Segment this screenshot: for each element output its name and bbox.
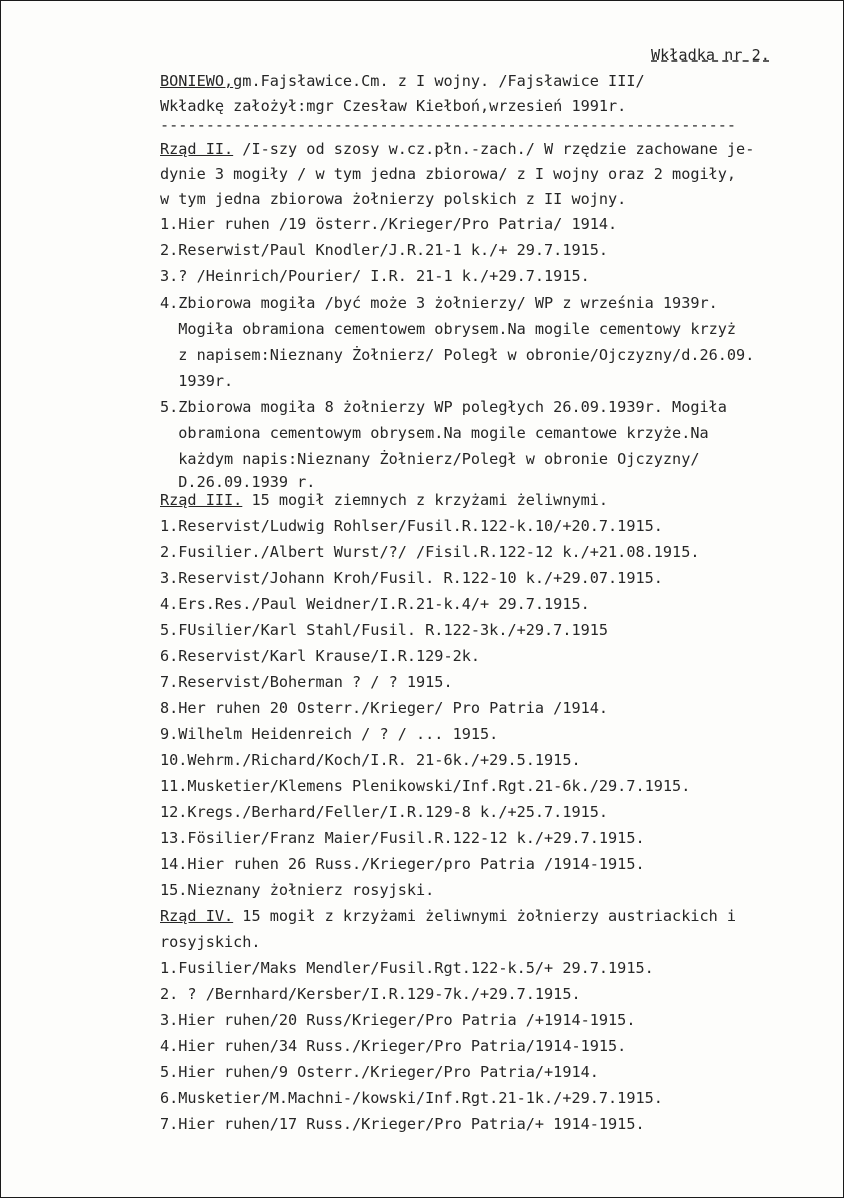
row2-intro-line3: w tym jedna zbiorowa żołnierzy polskich z II wojny.	[160, 190, 627, 208]
row3-entry: 9.Wilhelm Heidenreich / ? / ... 1915.	[160, 725, 499, 743]
place-details: gm.Fajsławice.Cm. z I wojny. /Fajsławice III/	[233, 72, 645, 90]
row3-intro: Rząd III. 15 mogił ziemnych z krzyżami żeliwnymi.	[160, 491, 609, 509]
row4-intro-line2: rosyjskich.	[160, 933, 261, 951]
row2-entry: 5.Zbiorowa mogiła 8 żołnierzy WP poległych 26.09.1939r. Mogiła	[160, 398, 727, 416]
row2-heading: Rząd II.	[160, 140, 234, 158]
row2-entry: 1.Hier ruhen /19 österr./Krieger/Pro Patria/ 1914.	[160, 215, 618, 233]
row3-entry: 11.Musketier/Klemens Plenikowski/Inf.Rgt.21-6k./29.7.1915.	[160, 777, 691, 795]
row3-entry: 12.Kregs./Berhard/Feller/I.R.129-8 k./+25.7.1915.	[160, 803, 609, 821]
row4-entry: 7.Hier ruhen/17 Russ./Krieger/Pro Patria/+ 1914-1915.	[160, 1115, 645, 1133]
row2-entry: 3.? /Heinrich/Pourier/ I.R. 21-1 k./+29.7.1915.	[160, 267, 590, 285]
separator-line: ---------------------------------------------------------------	[160, 116, 737, 134]
title-line	[160, 72, 645, 90]
place-name: BONIEWO,	[160, 72, 234, 90]
row2-intro-line2: dynie 3 mogiły / w tym jedna zbiorowa/ z I wojny oraz 2 mogiły,	[160, 165, 737, 183]
row3-entry: 13.Fösilier/Franz Maier/Fusil.R.122-12 k./+29.7.1915.	[160, 829, 645, 847]
row2-entry: D.26.09.1939 r.	[160, 473, 316, 491]
row3-entry: 3.Reservist/Johann Kroh/Fusil. R.122-10 k./+29.07.1915.	[160, 569, 663, 587]
row2-entry: Mogiła obramiona cementowem obrysem.Na mogile cementowy krzyż	[160, 320, 737, 338]
row2-entry: obramiona cementowym obrysem.Na mogile cemantowe krzyże.Na	[160, 424, 709, 442]
row2-entry: każdym napis:Nieznany Żołnierz/Poległ w obronie Ojczyzny/	[160, 450, 700, 468]
row3-entry: 15.Nieznany żołnierz rosyjski.	[160, 881, 435, 899]
row3-entry: 10.Wehrm./Richard/Koch/I.R. 21-6k./+29.5.1915.	[160, 751, 581, 769]
row4-entry: 3.Hier ruhen/20 Russ/Krieger/Pro Patria /+1914-1915.	[160, 1011, 636, 1029]
row3-entry: 1.Reservist/Ludwig Rohlser/Fusil.R.122-k.10/+20.7.1915.	[160, 517, 663, 535]
row2-entry: 4.Zbiorowa mogiła /być może 3 żołnierzy/ WP z września 1939r.	[160, 294, 718, 312]
row3-entry: 14.Hier ruhen 26 Russ./Krieger/pro Patria /1914-1915.	[160, 855, 645, 873]
row2-entry: z napisem:Nieznany Żołnierz/ Poległ w obronie/Ojczyzny/d.26.09.	[160, 346, 755, 364]
insert-label: Wkładka nr 2.	[651, 46, 770, 64]
row3-entry: 7.Reservist/Boherman ? / ? 1915.	[160, 673, 453, 691]
row4-entry: 1.Fusilier/Maks Mendler/Fusil.Rgt.122-k.5/+ 29.7.1915.	[160, 959, 654, 977]
row3-entry: 8.Her ruhen 20 Osterr./Krieger/ Pro Patria /1914.	[160, 699, 609, 717]
row3-entry: 4.Ers.Res./Paul Weidner/I.R.21-k.4/+ 29.7.1915.	[160, 595, 590, 613]
row3-entry: 2.Fusilier./Albert Wurst/?/ /Fisil.R.122-12 k./+21.08.1915.	[160, 543, 700, 561]
row2-entry: 2.Reserwist/Paul Knodler/J.R.21-1 k./+ 29.7.1915.	[160, 241, 609, 259]
row4-intro-line1: Rząd IV. 15 mogił z krzyżami żeliwnymi żołnierzy austriackich i	[160, 907, 737, 925]
row3-entry: 6.Reservist/Karl Krause/I.R.129-2k.	[160, 647, 481, 665]
row2-intro-line1: Rząd II. /I-szy od szosy w.cz.płn.-zach./ W rzędzie zachowane je-	[160, 140, 755, 158]
row3-heading: Rząd III.	[160, 491, 243, 509]
founder-line: Wkładkę założył:mgr Czesław Kiełboń,wrzesień 1991r.	[160, 97, 627, 115]
row2-entry: 1939r.	[160, 372, 234, 390]
row4-entry: 6.Musketier/M.Machni-/kowski/Inf.Rgt.21-1k./+29.7.1915.	[160, 1089, 663, 1107]
row4-heading: Rząd IV.	[160, 907, 234, 925]
row4-entry: 2. ? /Bernhard/Kersber/I.R.129-7k./+29.7.1915.	[160, 985, 581, 1003]
row4-entry: 5.Hier ruhen/9 Osterr./Krieger/Pro Patria/+1914.	[160, 1063, 599, 1081]
row3-entry: 5.FUsilier/Karl Stahl/Fusil. R.122-3k./+29.7.1915	[160, 621, 609, 639]
row4-entry: 4.Hier ruhen/34 Russ./Krieger/Pro Patria/1914-1915.	[160, 1037, 627, 1055]
